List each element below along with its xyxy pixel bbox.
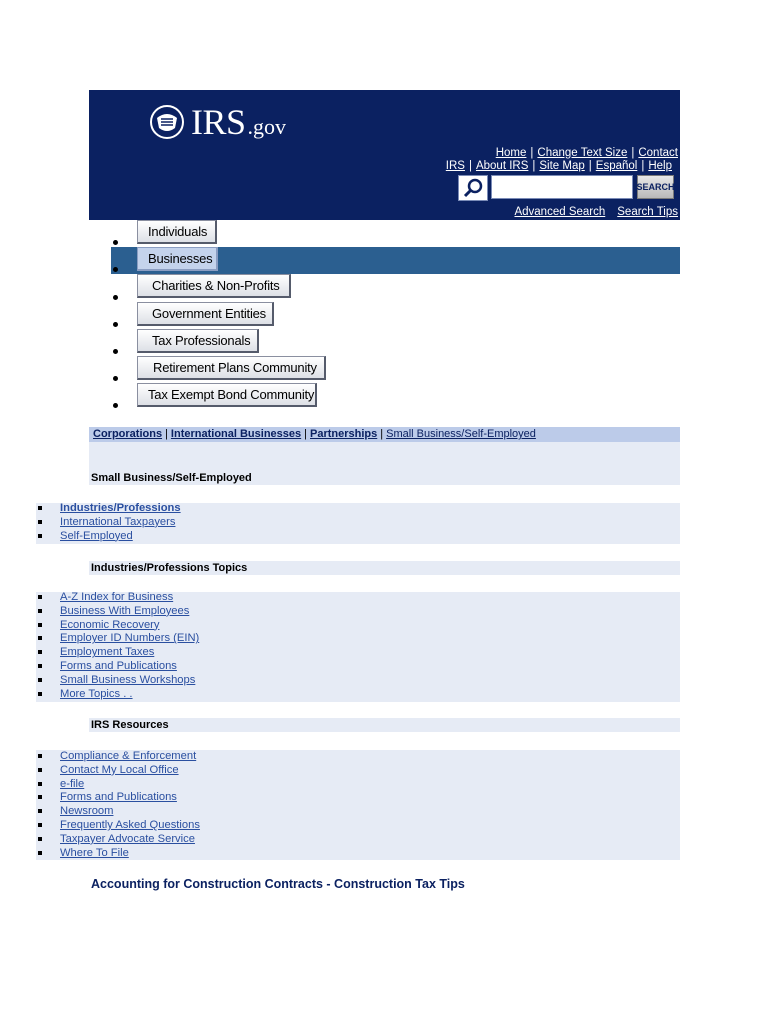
about-irs-link[interactable]: About IRS — [475, 160, 529, 172]
compliance-enforcement-link[interactable]: Compliance & Enforcement — [60, 750, 197, 762]
newsroom-link[interactable]: Newsroom — [60, 805, 114, 818]
logo-domain: .gov — [247, 114, 287, 139]
list-item — [36, 516, 181, 530]
taxpayer-advocate-link[interactable]: Taxpayer Advocate Service — [60, 832, 195, 845]
site-header — [89, 90, 680, 220]
list-item — [36, 805, 200, 819]
list-item — [36, 660, 199, 674]
list-item — [36, 764, 200, 778]
utility-links-row2: IRS | About IRS | Site Map | Español | Help — [445, 160, 672, 172]
economic-recovery-link[interactable]: Economic Recovery — [60, 618, 160, 631]
international-taxpayers-link[interactable]: International Taxpayers — [60, 515, 176, 528]
list-item — [36, 833, 200, 847]
irs-logo[interactable] — [149, 104, 286, 140]
industries-topics-heading: Industries/Professions Topics — [89, 561, 680, 575]
tab-tax-exempt-bond-community[interactable]: Tax Exempt Bond Community — [137, 383, 317, 407]
topics-links-list — [36, 591, 199, 701]
search-input[interactable] — [491, 175, 633, 199]
corporations-link[interactable]: Corporations — [93, 428, 163, 440]
sbse-links-list — [36, 502, 181, 543]
business-with-employees-link[interactable]: Business With Employees — [60, 604, 190, 617]
tab-individuals[interactable]: Individuals — [137, 220, 217, 244]
utility-links-row1: Home | Change Text Size | Contact — [495, 147, 678, 159]
list-item — [36, 502, 181, 516]
contact-link[interactable]: Contact — [638, 147, 678, 159]
self-employed-link[interactable]: Self-Employed — [60, 529, 133, 542]
search-tips-link[interactable]: Search Tips — [617, 206, 678, 218]
list-item — [36, 619, 199, 633]
list-item — [36, 750, 200, 764]
list-item — [36, 605, 199, 619]
list-bullet — [113, 349, 118, 354]
sub-navigation: Corporations | International Businesses | Partnerships | Small Business/Self-Employed — [89, 427, 680, 442]
more-topics-link[interactable]: More Topics . . — [60, 687, 133, 700]
industries-professions-link[interactable]: Industries/Professions — [60, 502, 181, 514]
partnerships-link[interactable]: Partnerships — [310, 428, 378, 440]
list-item — [36, 688, 199, 702]
logo-wordmark: IRS — [191, 102, 246, 142]
tab-government-entities[interactable]: Government Entities — [137, 302, 274, 326]
list-bullet — [113, 403, 118, 408]
list-bullet — [113, 295, 118, 300]
list-item — [36, 530, 181, 544]
tab-retirement-plans-community[interactable]: Retirement Plans Community — [137, 356, 326, 380]
search-icon[interactable] — [458, 175, 488, 201]
advanced-search-link[interactable]: Advanced Search — [514, 206, 606, 218]
eagle-seal-icon — [149, 104, 185, 140]
forms-publications-link[interactable]: Forms and Publications — [60, 659, 177, 672]
section-title: Small Business/Self-Employed — [91, 472, 252, 484]
page-title: Accounting for Construction Contracts - Construction Tax Tips — [91, 877, 465, 891]
search-button[interactable]: SEARCH — [637, 175, 674, 199]
irs-resources-heading: IRS Resources — [89, 718, 680, 732]
list-item — [36, 632, 199, 646]
help-link[interactable]: Help — [648, 160, 672, 172]
small-business-self-employed-link[interactable]: Small Business/Self-Employed — [386, 428, 536, 440]
list-item — [36, 591, 199, 605]
list-bullet — [113, 267, 118, 272]
list-item — [36, 847, 200, 861]
list-item — [36, 646, 199, 660]
list-bullet — [113, 322, 118, 327]
contact-irs-link[interactable]: IRS — [445, 160, 465, 172]
e-file-link[interactable]: e-file — [60, 777, 85, 790]
site-map-link[interactable]: Site Map — [539, 160, 585, 172]
employment-taxes-link[interactable]: Employment Taxes — [60, 646, 155, 659]
list-bullet — [113, 240, 118, 245]
forms-publications-link[interactable]: Forms and Publications — [60, 791, 177, 804]
magnifier-icon — [459, 176, 487, 200]
employer-id-numbers-link[interactable]: Employer ID Numbers (EIN) — [60, 632, 200, 645]
tab-tax-professionals[interactable]: Tax Professionals — [137, 329, 259, 353]
home-link[interactable]: Home — [495, 147, 527, 159]
list-item — [36, 791, 200, 805]
faq-link[interactable]: Frequently Asked Questions — [60, 818, 200, 831]
espanol-link[interactable]: Español — [595, 160, 638, 172]
international-businesses-link[interactable]: International Businesses — [170, 428, 302, 440]
search-links — [514, 206, 678, 218]
tab-businesses[interactable]: Businesses — [137, 247, 218, 271]
where-to-file-link[interactable]: Where To File — [60, 846, 129, 859]
change-text-size-link[interactable]: Change Text Size — [537, 147, 628, 159]
list-item — [36, 819, 200, 833]
list-bullet — [113, 376, 118, 381]
tab-charities-non-profits[interactable]: Charities & Non-Profits — [137, 274, 291, 298]
list-item — [36, 674, 199, 688]
contact-local-office-link[interactable]: Contact My Local Office — [60, 763, 179, 776]
az-index-link[interactable]: A-Z Index for Business — [60, 591, 174, 603]
small-business-workshops-link[interactable]: Small Business Workshops — [60, 673, 196, 686]
resources-links-list — [36, 750, 200, 860]
list-item — [36, 778, 200, 792]
